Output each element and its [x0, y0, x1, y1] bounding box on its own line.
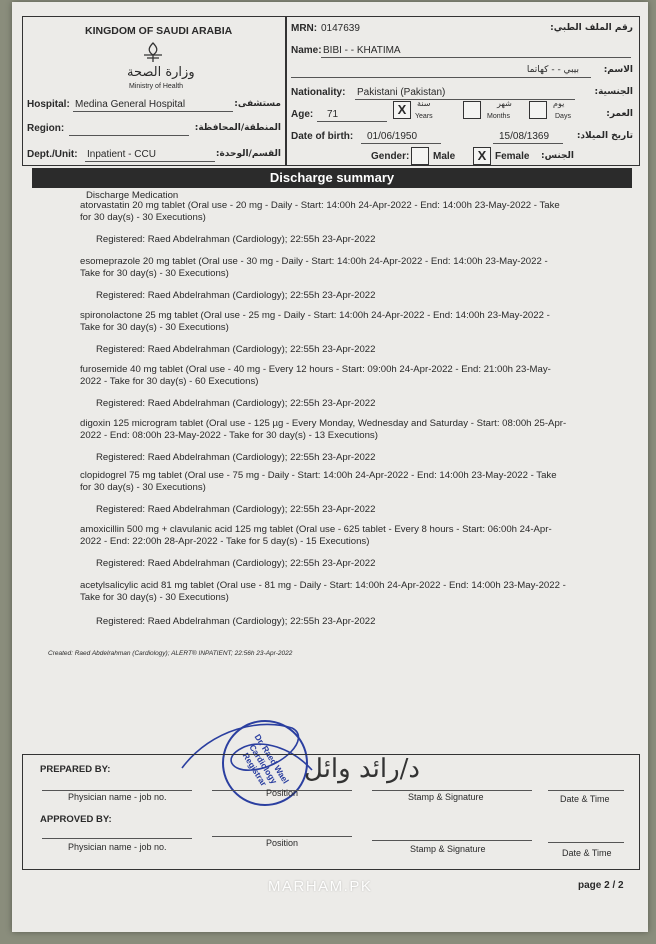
registered-line: Registered: Raed Abdelrahman (Cardiology); 22:55h 23-Apr-2022 [96, 344, 376, 355]
medication-item: clopidogrel 75 mg tablet (Oral use - 75 mg - Daily - Start: 14:00h 24-Apr-2022 - End: 14:00h 23-May-2022 - Take for 30 day(s) - 30 Executions) [80, 470, 557, 493]
registered-line: Registered: Raed Abdelrahman (Cardiology); 22:55h 23-Apr-2022 [96, 290, 376, 301]
approved-date-line [548, 842, 624, 843]
prepared-date-label: Date & Time [560, 794, 610, 804]
male-checkbox[interactable] [411, 147, 429, 165]
nationality-line [355, 99, 575, 100]
approved-stamp-label: Stamp & Signature [410, 844, 486, 854]
dob-hijri-value: 15/08/1369 [499, 131, 550, 142]
dept-arabic-label: القسم/الوحدة: [215, 149, 281, 159]
registered-line: Registered: Raed Abdelrahman (Cardiology); 22:55h 23-Apr-2022 [96, 452, 376, 463]
prepared-physician-label: Physician name - job no. [68, 792, 167, 802]
name-arabic-label: الاسم: [603, 65, 633, 75]
medication-item: furosemide 40 mg tablet (Oral use - 40 mg - Every 12 hours - Start: 09:00h 24-Apr-2022 - End: 21:00h 23-May-2022 - Take for 30 day(s) - 60 Executions) [80, 364, 551, 387]
months-label: Months [487, 113, 510, 120]
prepared-date-line [548, 790, 624, 791]
medication-item: acetylsalicylic acid 81 mg tablet (Oral use - 81 mg - Daily - Start: 14:00h 24-Apr-2022 - End: 14:00h 23-May-2022 - Take for 30 day(s) - 30 Executions) [80, 580, 566, 603]
dept-line [85, 161, 215, 162]
dept-value: Inpatient - CCU [87, 149, 156, 160]
age-arabic-label: العمر: [606, 109, 633, 119]
age-label: Age: [291, 109, 314, 120]
document-page [12, 2, 648, 932]
kingdom-title: KINGDOM OF SAUDI ARABIA [85, 25, 233, 37]
registered-line: Registered: Raed Abdelrahman (Cardiology); 22:55h 23-Apr-2022 [96, 504, 376, 515]
dept-label: Dept./Unit: [27, 149, 78, 160]
days-checkbox[interactable] [529, 101, 547, 119]
approved-position-label: Position [266, 838, 299, 848]
region-line [69, 135, 189, 136]
approved-date-label: Date & Time [562, 848, 612, 858]
watermark: MARHAM.PK [268, 878, 373, 895]
hospital-line [73, 111, 233, 112]
years-label: Years [415, 113, 433, 120]
created-note: Created: Raed Abdelrahman (Cardiology); ALERT® INPATIENT; 22:56h 23-Apr-2022 [48, 650, 293, 657]
name-line [321, 57, 631, 58]
mrn-label: MRN: [291, 23, 318, 34]
days-label: Days [555, 113, 571, 120]
dob-arabic-label: تاريخ الميلاد: [576, 131, 633, 141]
age-value: 71 [327, 109, 339, 120]
gender-label: Gender: [371, 151, 410, 162]
hospital-label: Hospital: [27, 99, 70, 110]
section-title: Discharge Medication [86, 190, 179, 201]
dob-label: Date of birth: [291, 131, 354, 142]
region-label: Region: [27, 123, 65, 134]
registered-line: Registered: Raed Abdelrahman (Cardiology); 22:55h 23-Apr-2022 [96, 398, 376, 409]
name-value: BIBI - - KHATIMA [323, 45, 401, 56]
approved-physician-line [42, 838, 192, 839]
medication-item: amoxicillin 500 mg + clavulanic acid 125 mg tablet (Oral use - 625 tablet - Every 8 hours - Start: 06:00h 24-Apr-2022 - End: 22:00h 28-Apr-2022 - Take for 5 day(s) - 15 Executions) [80, 524, 552, 547]
region-arabic-label: المنطقة/المحافظة: [194, 123, 281, 133]
age-line [317, 121, 387, 122]
approved-physician-label: Physician name - job no. [68, 842, 167, 852]
medication-item: digoxin 125 microgram tablet (Oral use - 125 µg - Every Monday, Wednesday and Saturday - Start: 08:00h 25-Apr-2022 - End: 08:00h 23-May-2022 - Take for 30 day(s) - 13 Executions) [80, 418, 567, 441]
mrn-value: 0147639 [321, 23, 360, 34]
dob-value: 01/06/1950 [367, 131, 418, 142]
months-arabic: شهر [497, 99, 512, 108]
medication-item: atorvastatin 20 mg tablet (Oral use - 20 mg - Daily - Start: 14:00h 24-Apr-2022 - End: 14:00h 23-May-2022 - Take for 30 day(s) - 30 Executions) [80, 200, 560, 223]
approved-by-label: APPROVED BY: [40, 814, 112, 825]
footer-box [22, 754, 640, 870]
dob-hijri-line [493, 143, 563, 144]
months-checkbox[interactable] [463, 101, 481, 119]
days-arabic: يوم [553, 99, 565, 108]
ministry-english: Ministry of Health [129, 83, 184, 90]
gender-arabic-label: الجنس: [541, 151, 574, 161]
approved-position-line [212, 836, 352, 837]
dob-line [361, 143, 441, 144]
name-label: Name: [291, 45, 322, 56]
ministry-arabic: وزارة الصحة [127, 65, 195, 80]
years-arabic: سنة [417, 99, 431, 108]
ministry-logo-icon [141, 41, 165, 63]
patient-info-box [286, 16, 640, 166]
prepared-by-label: PREPARED BY: [40, 764, 111, 775]
nationality-value: Pakistani (Pakistan) [357, 87, 446, 98]
hospital-info-box [22, 16, 286, 166]
discharge-summary-banner: Discharge summary [32, 168, 632, 188]
nationality-label: Nationality: [291, 87, 346, 98]
registered-line: Registered: Raed Abdelrahman (Cardiology); 22:55h 23-Apr-2022 [96, 558, 376, 569]
page-number: page 2 / 2 [578, 880, 624, 891]
male-label: Male [433, 151, 456, 162]
approved-stamp-line [372, 840, 532, 841]
years-checkbox[interactable]: X [393, 101, 411, 119]
medication-item: spironolactone 25 mg tablet (Oral use - 25 mg - Daily - Start: 14:00h 24-Apr-2022 - End: 14:00h 23-May-2022 - Take for 30 day(s) - 30 Executions) [80, 310, 550, 333]
stamp-text: Dr. Raed Wael Cardiology Registrar [240, 732, 291, 788]
female-label: Female [495, 151, 530, 162]
registered-line: Registered: Raed Abdelrahman (Cardiology); 22:55h 23-Apr-2022 [96, 616, 376, 627]
nationality-arabic-label: الجنسية: [594, 87, 633, 97]
prepared-stamp-line [372, 790, 532, 791]
hospital-value: Medina General Hospital [75, 99, 186, 110]
medication-item: esomeprazole 20 mg tablet (Oral use - 30 mg - Daily - Start: 14:00h 24-Apr-2022 - End: 14:00h 23-May-2022 - Take for 30 day(s) - 30 Executions) [80, 256, 548, 279]
name-arabic-line [291, 77, 591, 78]
prepared-stamp-label: Stamp & Signature [408, 792, 484, 802]
name-arabic-value: بيبي - - كهاتما [526, 65, 579, 75]
female-checkbox[interactable]: X [473, 147, 491, 165]
handwritten-signature: د/رائد وائل [304, 754, 420, 784]
hospital-arabic-label: مستشفى: [234, 99, 281, 109]
mrn-arabic-label: رقم الملف الطبي: [550, 23, 633, 33]
prepared-position-label: Position [266, 788, 299, 798]
registered-line: Registered: Raed Abdelrahman (Cardiology); 22:55h 23-Apr-2022 [96, 234, 376, 245]
prepared-physician-line [42, 790, 192, 791]
